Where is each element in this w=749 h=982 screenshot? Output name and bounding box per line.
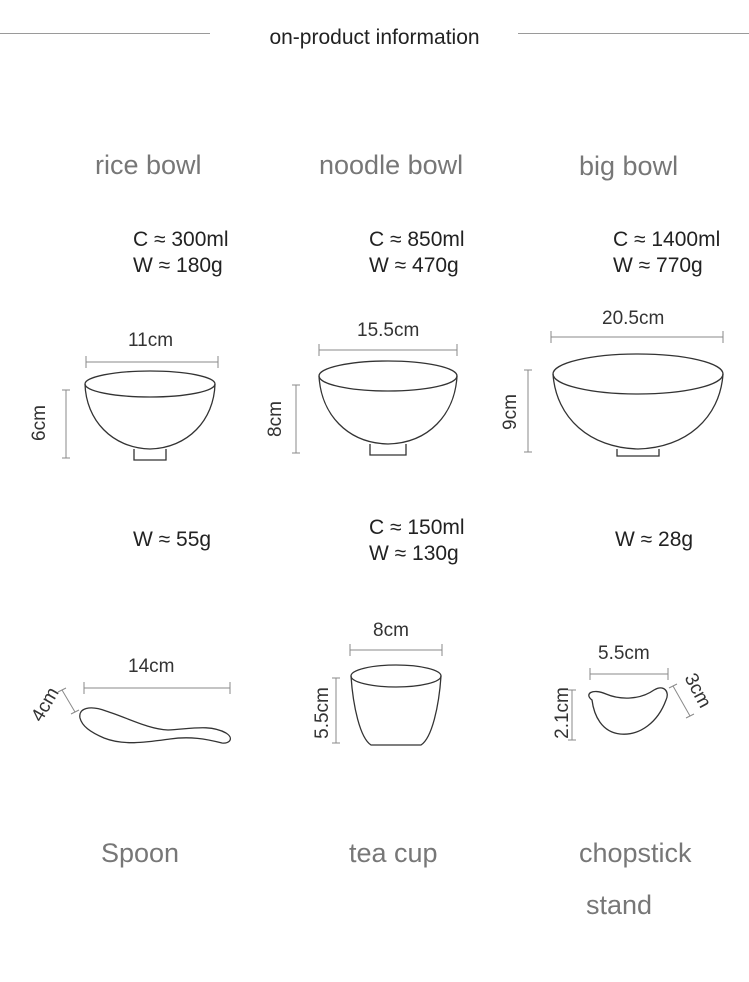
- tea-cup-drawing: [351, 665, 441, 745]
- big-bowl-capacity: C ≈ 1400ml: [613, 228, 721, 251]
- tea-cup-weight: W ≈ 130g: [369, 542, 459, 565]
- tea-cup-name: tea cup: [349, 838, 438, 868]
- noodle-bowl-width-label: 15.5cm: [357, 320, 420, 341]
- rice-bowl-name: rice bowl: [95, 150, 202, 180]
- noodle-bowl-height-label: 8cm: [264, 401, 286, 437]
- spoon-specs: [133, 527, 211, 553]
- tea-cup-width-label: 8cm: [373, 620, 409, 641]
- big-bowl-height-label: 9cm: [499, 394, 521, 430]
- chopstick-stand-length-line: [590, 668, 668, 680]
- spoon-drawing: [80, 708, 231, 743]
- big-bowl-height-line: [524, 370, 532, 452]
- spoon-height-label: 4cm: [27, 683, 64, 726]
- chopstick-stand-length-label: 5.5cm: [598, 643, 650, 664]
- noodle-bowl-width-line: [319, 344, 457, 356]
- rice-bowl-width-line: [86, 356, 218, 368]
- rice-bowl-height-line: [62, 390, 70, 458]
- chopstick-stand-name-line1: chopstick: [579, 838, 692, 868]
- noodle-bowl-capacity: C ≈ 850ml: [369, 228, 465, 251]
- rice-bowl-drawing: [85, 371, 215, 460]
- chopstick-stand-drawing: [589, 688, 667, 734]
- noodle-bowl-name: noodle bowl: [319, 150, 464, 180]
- big-bowl-name: big bowl: [579, 151, 679, 181]
- rice-bowl-height-label: 6cm: [28, 405, 50, 441]
- chopstick-stand-name-line2: stand: [586, 890, 653, 920]
- spoon-length-label: 14cm: [128, 656, 175, 677]
- noodle-bowl-drawing: [319, 361, 457, 455]
- rice-bowl-width-label: 11cm: [128, 330, 174, 351]
- rice-bowl-capacity: C ≈ 300ml: [133, 228, 229, 251]
- big-bowl-width-label: 20.5cm: [602, 308, 665, 329]
- spoon-length-line: [84, 682, 230, 694]
- chopstick-stand-weight: W ≈ 28g: [615, 528, 694, 551]
- page-title: on-product information: [269, 26, 480, 49]
- noodle-bowl-height-line: [292, 385, 300, 453]
- spoon-weight: W ≈ 55g: [133, 528, 212, 551]
- tea-cup-height-label: 5.5cm: [311, 687, 333, 739]
- rice-bowl-weight: W ≈ 180g: [133, 254, 223, 277]
- spoon-height-line: [58, 688, 79, 714]
- noodle-bowl-weight: W ≈ 470g: [369, 254, 459, 277]
- big-bowl-width-line: [551, 331, 723, 343]
- tea-cup-capacity: C ≈ 150ml: [369, 516, 465, 539]
- big-bowl-weight: W ≈ 770g: [613, 254, 703, 277]
- chopstick-stand-specs: [615, 527, 693, 553]
- big-bowl-drawing: [553, 354, 723, 456]
- tea-cup-width-line: [350, 644, 442, 656]
- chopstick-stand-depth-label: 3cm: [679, 669, 716, 712]
- tea-cup-specs: [369, 515, 465, 567]
- chopstick-stand-height-label: 2.1cm: [551, 687, 573, 739]
- spoon-name: Spoon: [101, 838, 180, 868]
